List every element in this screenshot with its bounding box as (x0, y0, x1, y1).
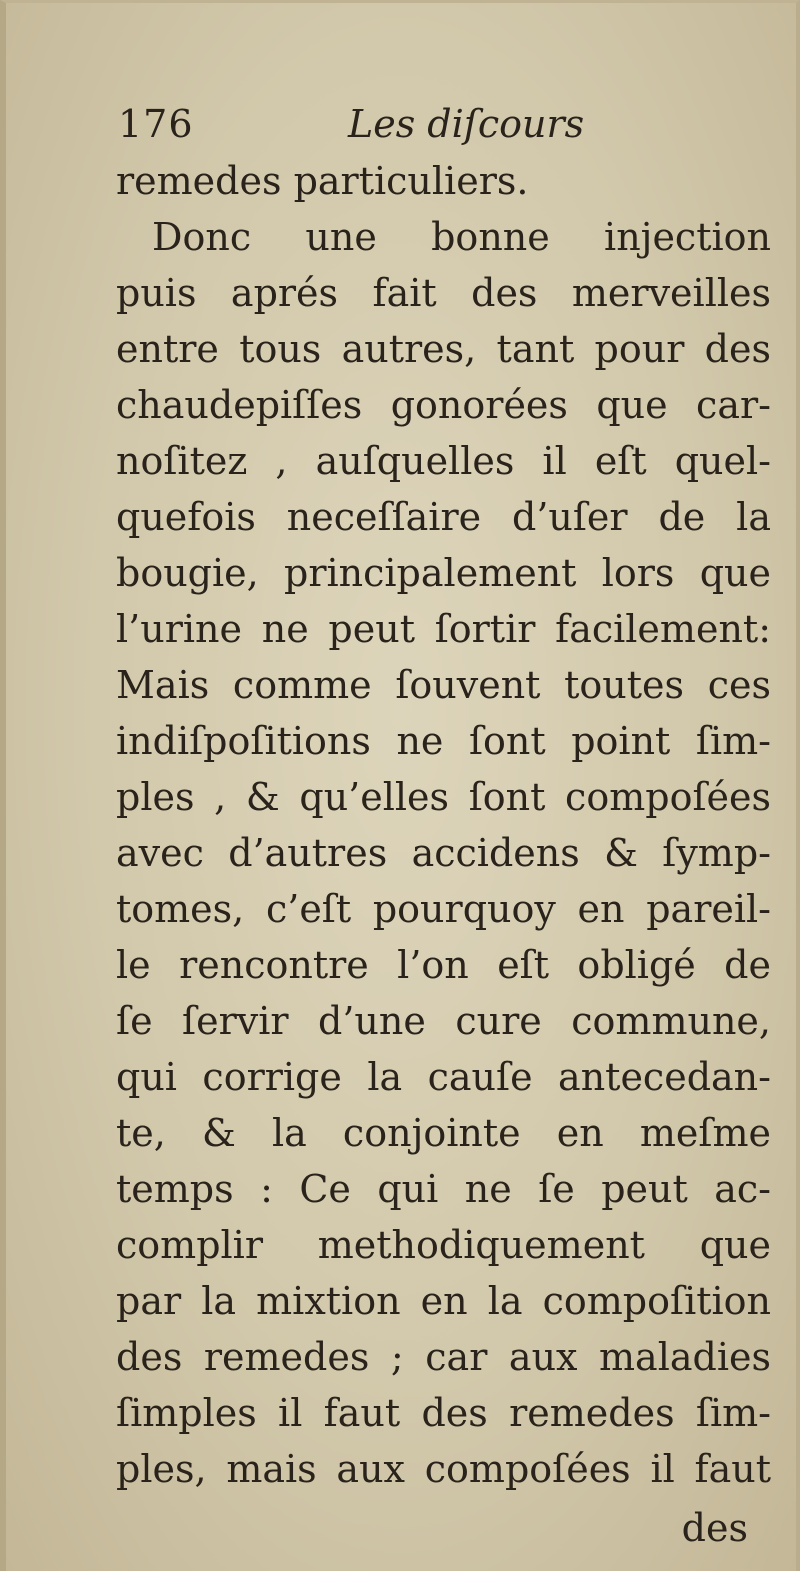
text-line: quefois neceſſaire d’uſer de la (116, 495, 771, 539)
text-line: remedes particuliers. (116, 159, 529, 203)
text-line: bougie, principalement lors que (116, 551, 771, 595)
text-line: indiſpoſitions ne ſont point ſim- (116, 719, 771, 763)
running-head: Les diſcours (348, 102, 585, 146)
page-number: 176 (118, 102, 194, 146)
body-text (116, 153, 771, 1497)
catchword: des (681, 1506, 748, 1550)
text-line: qui corrige la cauſe antecedan- (116, 1055, 771, 1099)
text-line: te, & la conjointe en meſme (116, 1111, 771, 1155)
text-line: ples , & qu’elles ſont compoſées (116, 775, 771, 819)
text-line: l’urine ne peut ſortir facilement: (116, 607, 771, 651)
text-line: puis aprés fait des merveilles (116, 271, 771, 315)
text-line: Mais comme ſouvent toutes ces (116, 663, 771, 707)
text-line: noſitez , auſquelles il eſt quel- (116, 439, 771, 483)
text-line: chaudepiſſes gonorées que car- (116, 383, 771, 427)
text-line: ples, mais aux compoſées il faut (116, 1447, 771, 1491)
text-line: par la mixtion en la compoſition (116, 1279, 771, 1323)
text-line: le rencontre l’on eſt obligé de (116, 943, 771, 987)
text-line: des remedes ; car aux maladies (116, 1335, 771, 1379)
text-line: temps : Ce qui ne ſe peut ac- (116, 1167, 771, 1211)
text-line: ſe ſervir d’une cure commune, (116, 999, 771, 1043)
text-line: Donc une bonne injection (152, 215, 771, 259)
text-line: ſimples il faut des remedes ſim- (116, 1391, 771, 1435)
text-line: avec d’autres accidens & ſymp- (116, 831, 771, 875)
text-line: entre tous autres, tant pour des (116, 327, 771, 371)
text-line: complir methodiquement que (116, 1223, 771, 1267)
page-header (118, 99, 718, 149)
text-line: tomes, c’eſt pourquoy en pareil- (116, 887, 771, 931)
